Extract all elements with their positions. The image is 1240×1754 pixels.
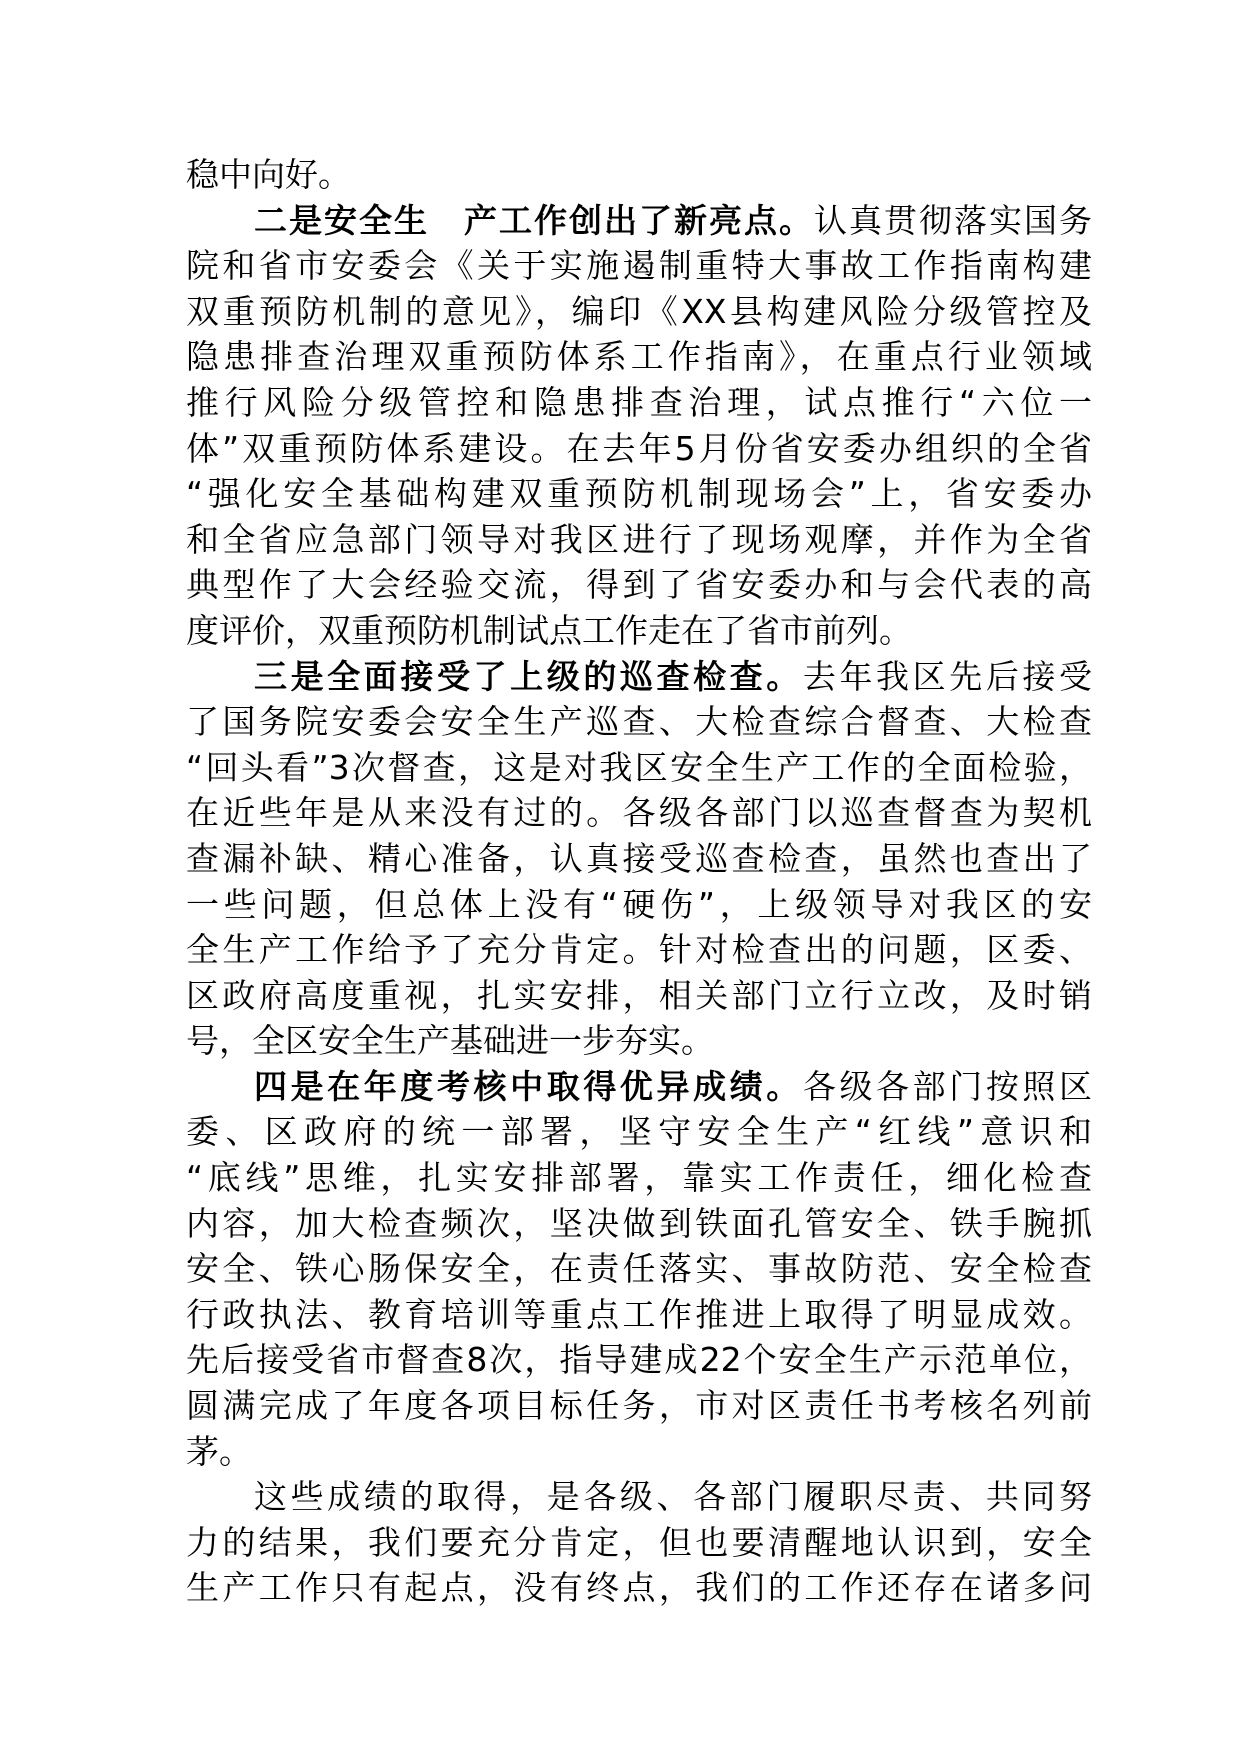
line-text: 去年我区先后接受	[802, 656, 1093, 696]
text-line: “回头看”3次督查，这是对我区安全生产工作的全面检验，	[186, 747, 1092, 787]
paragraph-heading: 产工作创出了新亮点。	[462, 200, 814, 240]
text-line: “强化安全基础构建双重预防机制现场会”上，省安委办	[186, 474, 1092, 514]
text-line: 安全、铁心肠保安全，在责任落实、事故防范、安全检查	[186, 1249, 1092, 1289]
text-line: 体”双重预防体系建设。在去年5月份省安委办组织的全省	[186, 428, 1092, 468]
text-line: 隐患排查治理双重预防体系工作指南》，在重点行业领域	[186, 337, 1092, 377]
text-line: 先后接受省市督查8次，指导建成22个安全生产示范单位，	[186, 1340, 1092, 1380]
text-line: 稳中向好。	[186, 155, 351, 194]
text-line: 生产工作只有起点，没有终点，我们的工作还存在诸多问	[186, 1568, 1092, 1608]
text-line: “底线”思维，扎实安排部署，靠实工作责任，细化检查	[186, 1158, 1092, 1198]
text-line: 在近些年是从来没有过的。各级各部门以巡查督查为契机	[186, 793, 1092, 833]
text-line: 查漏补缺、精心准备，认真接受巡查检查，虽然也查出了	[186, 838, 1092, 878]
paragraph-heading: 四是在年度考核中取得优异成绩。	[254, 1066, 803, 1106]
text-line: 和全省应急部门领导对我区进行了现场观摩，并作为全省	[186, 519, 1092, 559]
text-line: 号，全区安全生产基础进一步夯实。	[186, 1021, 714, 1061]
paragraph-first-line: 这些成绩的取得，是各级、各部门履职尽责、共同努	[254, 1477, 1092, 1517]
text-line: 区政府高度重视，扎实安排，相关部门立行立改，及时销	[186, 975, 1092, 1015]
text-line: 行政执法、教育培训等重点工作推进上取得了明显成效。	[186, 1294, 1092, 1334]
text-line: 双重预防机制的意见》，编印《XX县构建风险分级管控及	[186, 291, 1092, 331]
text-line: 推行风险分级管控和隐患排查治理，试点推行“六位一	[186, 382, 1092, 422]
text-line: 度评价，双重预防机制试点工作走在了省市前列。	[186, 610, 912, 650]
text-line: 圆满完成了年度各项目标任务，市对区责任书考核名列前	[186, 1386, 1092, 1426]
text-line: 一些问题，但总体上没有“硬伤”，上级领导对我区的安	[186, 884, 1092, 924]
text-line: 委、区政府的统一部署，坚守安全生产“红线”意识和	[186, 1112, 1092, 1152]
body-text	[186, 152, 1092, 1611]
paragraph-heading: 三是全面接受了上级的巡查检查。	[254, 656, 803, 696]
text-line: 全生产工作给予了充分肯定。针对检查出的问题，区委、	[186, 930, 1092, 970]
text-line: 了国务院安委会安全生产巡查、大检查综合督查、大检查	[186, 702, 1092, 742]
text-line: 力的结果，我们要充分肯定，但也要清醒地认识到，安全	[186, 1522, 1092, 1562]
text-line: 院和省市安委会《关于实施遏制重特大事故工作指南构建	[186, 246, 1092, 286]
text-line: 典型作了大会经验交流，得到了省安委办和与会代表的高	[186, 565, 1092, 605]
paragraph-first-line	[186, 654, 1092, 700]
text-line: 内容，加大检查频次，坚决做到铁面孔管安全、铁手腕抓	[186, 1203, 1092, 1243]
paragraph-first-line	[186, 1064, 1092, 1110]
line-text: 各级各部门按照区	[802, 1066, 1093, 1106]
line-text: 认真贯彻落实国务	[814, 200, 1092, 240]
paragraph-heading: 二是安全生	[254, 200, 429, 240]
text-line: 茅。	[186, 1431, 252, 1471]
paragraph-first-line	[186, 198, 1092, 244]
